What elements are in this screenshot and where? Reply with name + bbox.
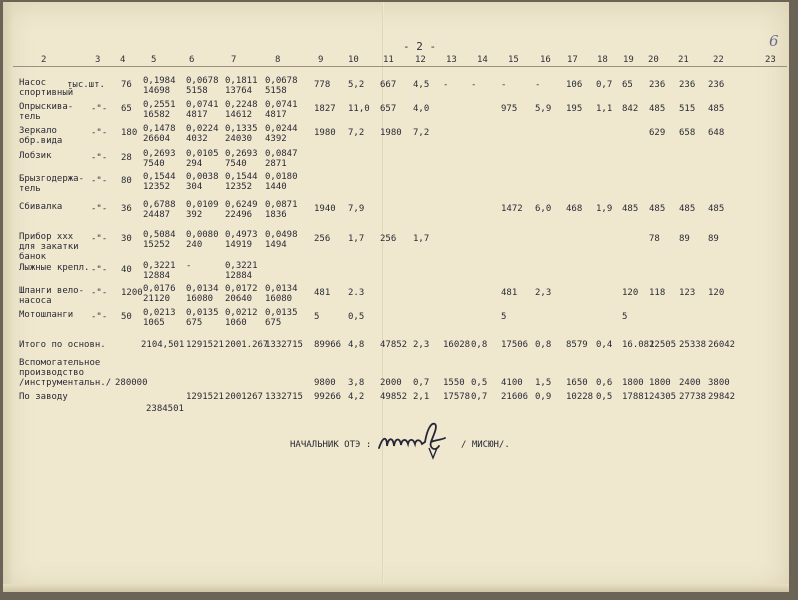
table-cell: 0,0080	[186, 230, 219, 240]
table-cell: 4392	[265, 134, 287, 144]
total-cell: 29842	[708, 392, 736, 402]
column-header: 4	[120, 55, 126, 65]
table-cell: 0,5	[348, 312, 365, 322]
table-cell: 468	[566, 204, 583, 214]
total-label: /инструментальн./	[19, 378, 112, 388]
table-cell: 16080	[186, 294, 214, 304]
column-header: 17	[567, 55, 578, 65]
table-cell: 0,0134	[265, 284, 298, 294]
table-cell: 0,0678	[265, 76, 298, 86]
total-cell: 2104,501	[141, 340, 185, 350]
table-cell: 392	[186, 210, 203, 220]
table-cell: 1836	[265, 210, 287, 220]
row-label: Мотошланги	[19, 310, 74, 320]
total-cell: 2400	[679, 378, 701, 388]
total-cell: 47852	[380, 340, 408, 350]
table-cell: 0,1544	[225, 172, 258, 182]
total-cell: 0,9	[535, 392, 552, 402]
row-label: Шланги вело-	[19, 286, 85, 296]
table-cell: 648	[708, 128, 725, 138]
total-cell: 26042	[708, 340, 736, 350]
row-label: Лобзик	[19, 151, 52, 161]
table-cell: 13764	[225, 86, 253, 96]
total-label: производство	[19, 368, 85, 378]
table-cell: 0,0213	[143, 308, 176, 318]
table-cell: 26604	[143, 134, 171, 144]
table-cell: 12352	[143, 182, 171, 192]
total-cell: 0,6	[596, 378, 613, 388]
total-cell: 2,1	[413, 392, 430, 402]
table-cell: 481	[314, 288, 331, 298]
table-cell: 0,0224	[186, 124, 219, 134]
table-cell: 7,2	[413, 128, 430, 138]
table-cell: 0,2693	[225, 149, 258, 159]
total-cell: 0,8	[535, 340, 552, 350]
table-cell: 30	[121, 234, 132, 244]
table-cell: 236	[649, 80, 666, 90]
unit-cell: -"-	[91, 128, 108, 138]
table-cell: 240	[186, 240, 203, 250]
column-header: 5	[151, 55, 157, 65]
table-cell: 256	[380, 234, 397, 244]
total-cell: 17881	[622, 392, 650, 402]
table-cell: 4,0	[413, 104, 430, 114]
unit-cell: -"-	[91, 265, 108, 275]
table-cell: -	[443, 80, 449, 90]
table-cell: 1,1	[596, 104, 613, 114]
archive-page-number: 6	[769, 32, 779, 50]
row-label: для закатки	[19, 242, 79, 252]
table-cell: 195	[566, 104, 583, 114]
table-cell: 778	[314, 80, 331, 90]
total-label: Вспомогательное	[19, 358, 101, 368]
table-cell: 120	[708, 288, 725, 298]
unit-cell: -"-	[91, 153, 108, 163]
unit-cell: -"-	[91, 204, 108, 214]
table-cell: -	[501, 80, 507, 90]
row-label: Опрыскива-	[19, 102, 74, 112]
row-label: обр.вида	[19, 136, 63, 146]
table-cell: 14698	[143, 86, 171, 96]
table-cell: 1472	[501, 204, 523, 214]
table-cell: 0,3221	[143, 261, 176, 271]
unit-cell: -"-	[91, 234, 108, 244]
total-cell: 17506	[501, 340, 529, 350]
table-cell: 12884	[143, 271, 171, 281]
total-cell: 1800	[622, 378, 644, 388]
total-cell: 0,7	[471, 392, 488, 402]
row-label: насоса	[19, 296, 52, 306]
document-sheet	[3, 2, 789, 592]
table-cell: 0,0135	[186, 308, 219, 318]
table-cell: 4817	[186, 110, 208, 120]
total-cell: 17578	[443, 392, 471, 402]
total-cell: 1550	[443, 378, 465, 388]
row-label: спортивный	[19, 88, 74, 98]
table-cell: 7,9	[348, 204, 365, 214]
column-header: 7	[231, 55, 237, 65]
column-header: 18	[597, 55, 608, 65]
table-cell: 20640	[225, 294, 253, 304]
table-cell: 21120	[143, 294, 171, 304]
table-cell: 658	[679, 128, 696, 138]
total-cell: 2001267	[225, 392, 263, 402]
table-cell: 0,0105	[186, 149, 219, 159]
table-cell: 657	[380, 104, 397, 114]
table-cell: 16582	[143, 110, 171, 120]
table-cell: 28	[121, 153, 132, 163]
unit-cell: -"-	[91, 288, 108, 298]
table-cell: 76	[121, 80, 132, 90]
table-cell: 675	[186, 318, 203, 328]
table-cell: 0,1544	[143, 172, 176, 182]
total-cell: 1291521	[186, 392, 224, 402]
table-cell: 0,5084	[143, 230, 176, 240]
table-cell: 2.3	[348, 288, 365, 298]
table-cell: 294	[186, 159, 203, 169]
table-cell: 14612	[225, 110, 253, 120]
table-cell: 5158	[265, 86, 287, 96]
table-cell: 0,2693	[143, 149, 176, 159]
total-cell: 2001.267	[225, 340, 269, 350]
total-cell: 2000	[380, 378, 402, 388]
table-cell: 0,1811	[225, 76, 258, 86]
column-header: 11	[383, 55, 394, 65]
table-cell: 5	[314, 312, 320, 322]
table-cell: 14919	[225, 240, 253, 250]
total-cell: 1800	[649, 378, 671, 388]
table-cell: 80	[121, 176, 132, 186]
table-cell: 4817	[265, 110, 287, 120]
table-cell: 256	[314, 234, 331, 244]
table-cell: 0,7	[596, 80, 613, 90]
column-header: 19	[623, 55, 634, 65]
table-cell: 2,3	[535, 288, 552, 298]
table-cell: 11,0	[348, 104, 370, 114]
table-cell: 6,0	[535, 204, 552, 214]
table-cell: 481	[501, 288, 518, 298]
total-cell: 0,5	[596, 392, 613, 402]
table-cell: 78	[649, 234, 660, 244]
column-header: 16	[540, 55, 551, 65]
table-cell: 485	[708, 204, 725, 214]
table-cell: 0,0109	[186, 200, 219, 210]
table-cell: 5,9	[535, 104, 552, 114]
table-cell: 0,0244	[265, 124, 298, 134]
total-cell: 8579	[566, 340, 588, 350]
table-cell: 0,0741	[265, 100, 298, 110]
column-header: 20	[648, 55, 659, 65]
column-header: 21	[678, 55, 689, 65]
total-cell: 0,5	[471, 378, 488, 388]
table-cell: 118	[649, 288, 666, 298]
table-cell: 0,1335	[225, 124, 258, 134]
total-cell: 49852	[380, 392, 408, 402]
table-cell: 0,0678	[186, 76, 219, 86]
table-cell: 1060	[225, 318, 247, 328]
bottom-edge	[3, 584, 789, 592]
table-cell: 485	[649, 204, 666, 214]
total-cell: 10228	[566, 392, 594, 402]
table-cell: 1827	[314, 104, 336, 114]
column-header: 2	[41, 55, 47, 65]
table-cell: 0,2551	[143, 100, 176, 110]
column-header: 3	[95, 55, 101, 65]
table-cell: 236	[708, 80, 725, 90]
table-cell: 12352	[225, 182, 253, 192]
total-cell: 3,8	[348, 378, 365, 388]
table-cell: 1440	[265, 182, 287, 192]
table-cell: 0,0847	[265, 149, 298, 159]
unit-cell: -"-	[91, 104, 108, 114]
total-cell: 16.081	[622, 340, 655, 350]
table-cell: 0,0038	[186, 172, 219, 182]
row-label: банок	[19, 252, 47, 262]
table-cell: 675	[265, 318, 282, 328]
table-cell: 22496	[225, 210, 253, 220]
table-cell: 0,6788	[143, 200, 176, 210]
table-cell: 0,3221	[225, 261, 258, 271]
table-cell: 15252	[143, 240, 171, 250]
total-cell: 27738	[679, 392, 707, 402]
table-cell: 0,1478	[143, 124, 176, 134]
column-header: 8	[275, 55, 281, 65]
total-cell: 89966	[314, 340, 342, 350]
table-cell: -	[471, 80, 477, 90]
unit-cell: -"-	[91, 312, 108, 322]
total-cell: 4,2	[348, 392, 365, 402]
table-cell: 485	[649, 104, 666, 114]
table-cell: 50	[121, 312, 132, 322]
total-cell: 0,7	[413, 378, 430, 388]
row-label: Брызгодержа-	[19, 174, 85, 184]
column-header: 6	[189, 55, 195, 65]
table-cell: 485	[622, 204, 639, 214]
table-cell: 304	[186, 182, 203, 192]
table-cell: 120	[622, 288, 639, 298]
table-cell: 89	[679, 234, 690, 244]
table-cell: 0,0180	[265, 172, 298, 182]
table-cell: 236	[679, 80, 696, 90]
table-cell: 0,6249	[225, 200, 258, 210]
table-cell: 0,0741	[186, 100, 219, 110]
total-cell: 2384501	[146, 404, 184, 414]
total-cell: 1650	[566, 378, 588, 388]
table-cell: 7540	[143, 159, 165, 169]
column-header: 14	[477, 55, 488, 65]
table-cell: 485	[679, 204, 696, 214]
table-cell: 24030	[225, 134, 253, 144]
total-cell: 1332715	[265, 392, 303, 402]
total-label: По заводу	[19, 392, 68, 402]
table-cell: 0,0498	[265, 230, 298, 240]
table-cell: 7,2	[348, 128, 365, 138]
table-cell: 12884	[225, 271, 253, 281]
table-cell: 65	[622, 80, 633, 90]
table-cell: 629	[649, 128, 666, 138]
row-label: Сбивалка	[19, 202, 63, 212]
page-number: - 2 -	[403, 40, 437, 53]
row-label: Зеркало	[19, 126, 57, 136]
table-cell: 106	[566, 80, 583, 90]
table-cell: 40	[121, 265, 132, 275]
unit-cell: -"-	[91, 176, 108, 186]
total-cell: 1291521	[186, 340, 224, 350]
table-cell: 0,0212	[225, 308, 258, 318]
table-cell: 1980	[380, 128, 402, 138]
total-cell: 25338	[679, 340, 707, 350]
table-cell: 515	[679, 104, 696, 114]
row-label: Насос	[19, 78, 47, 88]
signature-label: НАЧАЛЬНИК ОТЭ :	[290, 440, 372, 450]
total-cell: 21606	[501, 392, 529, 402]
signature-image	[375, 418, 447, 462]
table-cell: 1980	[314, 128, 336, 138]
total-cell: 0,8	[471, 340, 488, 350]
table-cell: -	[186, 261, 192, 271]
total-cell: 9800	[314, 378, 336, 388]
table-cell: -	[535, 80, 541, 90]
table-cell: 1,9	[596, 204, 613, 214]
table-cell: 975	[501, 104, 518, 114]
row-label: Лыжные крепл.	[19, 263, 90, 273]
page-fold	[382, 2, 384, 592]
signatory-name: / МИСЮН/.	[461, 440, 510, 450]
table-cell: 4,5	[413, 80, 430, 90]
table-cell: 0,0172	[225, 284, 258, 294]
table-cell: 65	[121, 104, 132, 114]
table-cell: 0,0135	[265, 308, 298, 318]
table-cell: 5	[622, 312, 628, 322]
table-cell: 1940	[314, 204, 336, 214]
total-cell: 280000	[115, 378, 148, 388]
total-cell: 1332715	[265, 340, 303, 350]
page-edge	[3, 2, 13, 592]
table-cell: 1200	[121, 288, 143, 298]
row-label: тель	[19, 112, 41, 122]
table-cell: 0,1984	[143, 76, 176, 86]
table-cell: 16080	[265, 294, 293, 304]
total-cell: 3800	[708, 378, 730, 388]
table-cell: 123	[679, 288, 696, 298]
total-cell: 24305	[649, 392, 677, 402]
table-cell: 36	[121, 204, 132, 214]
table-cell: 89	[708, 234, 719, 244]
table-cell: 24487	[143, 210, 171, 220]
table-cell: 7540	[225, 159, 247, 169]
total-cell: 2,3	[413, 340, 430, 350]
table-cell: 1494	[265, 240, 287, 250]
table-cell: 1065	[143, 318, 165, 328]
unit-cell: тыс.шт.	[67, 80, 105, 90]
table-cell: 5	[501, 312, 507, 322]
total-cell: 4,8	[348, 340, 365, 350]
table-cell: 0,4973	[225, 230, 258, 240]
total-cell: 1,5	[535, 378, 552, 388]
table-cell: 4032	[186, 134, 208, 144]
table-cell: 0,0134	[186, 284, 219, 294]
total-cell: 22505	[649, 340, 677, 350]
table-cell: 5,2	[348, 80, 365, 90]
column-header: 23	[765, 55, 776, 65]
table-cell: 485	[708, 104, 725, 114]
total-cell: 4100	[501, 378, 523, 388]
table-cell: 2871	[265, 159, 287, 169]
row-label: тель	[19, 184, 41, 194]
column-header: 12	[415, 55, 426, 65]
column-header: 15	[508, 55, 519, 65]
column-header: 13	[446, 55, 457, 65]
table-cell: 1,7	[348, 234, 365, 244]
table-cell: 180	[121, 128, 138, 138]
total-cell: 16028	[443, 340, 471, 350]
total-cell: 0,4	[596, 340, 613, 350]
header-rule	[13, 66, 787, 67]
table-cell: 0,2248	[225, 100, 258, 110]
table-cell: 0,0871	[265, 200, 298, 210]
column-header: 22	[713, 55, 724, 65]
column-header: 9	[318, 55, 324, 65]
row-label: Прибор xxx	[19, 232, 74, 242]
table-cell: 1,7	[413, 234, 430, 244]
table-cell: 842	[622, 104, 639, 114]
table-cell: 5158	[186, 86, 208, 96]
table-cell: 0,0176	[143, 284, 176, 294]
column-header: 10	[348, 55, 359, 65]
total-label: Итого по основн.	[19, 340, 106, 350]
table-cell: 667	[380, 80, 397, 90]
total-cell: 99266	[314, 392, 342, 402]
